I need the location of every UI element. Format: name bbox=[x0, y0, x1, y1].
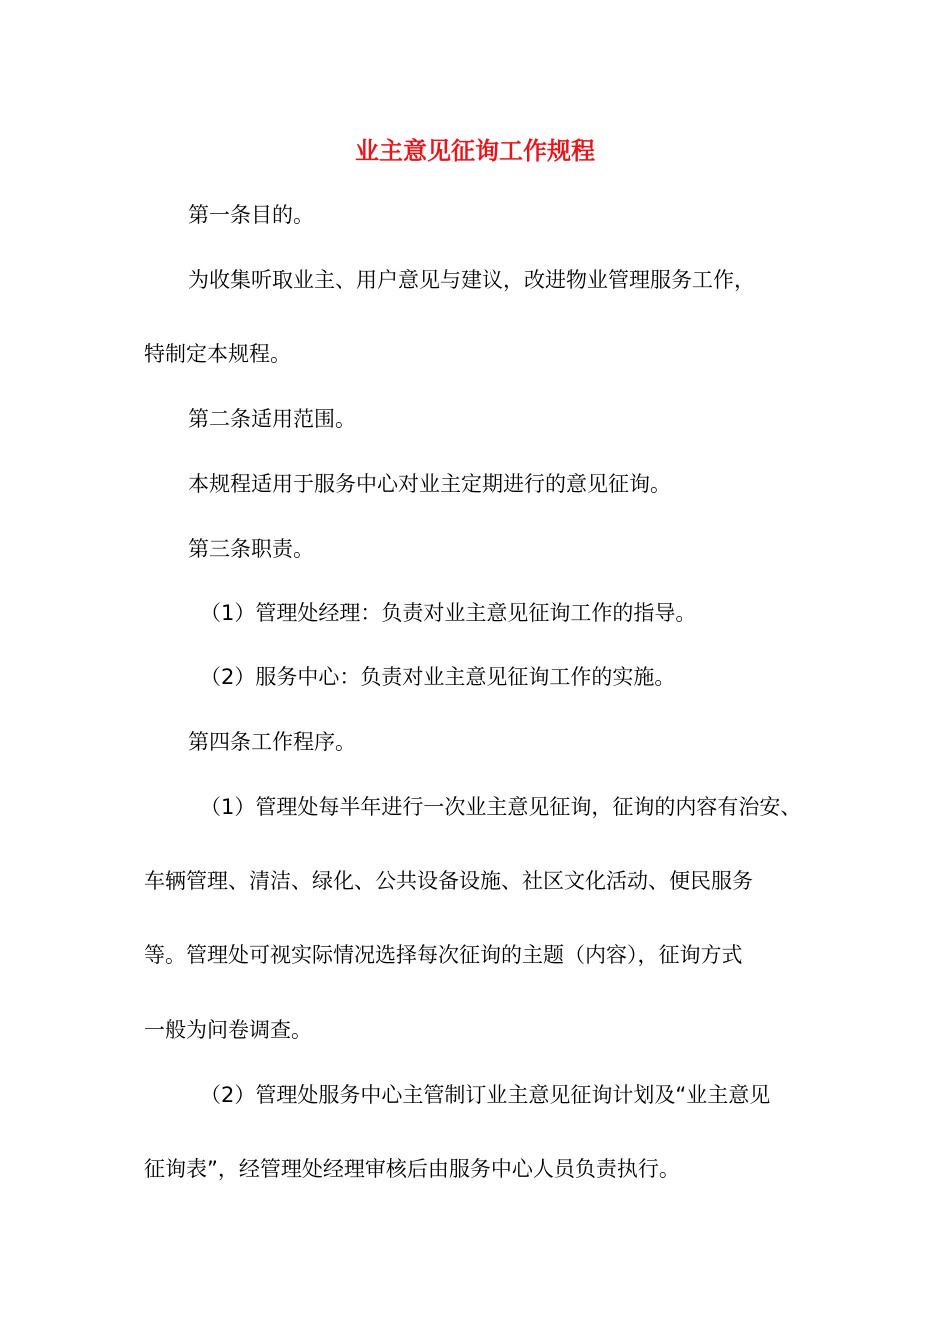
article-2-text: 本规程适用于服务中心对业主定期进行的意见征询。 bbox=[188, 472, 671, 496]
article-3-item-1: （1）管理处经理：负责对业主意见征询工作的指导。 bbox=[200, 601, 697, 625]
article-3-heading: 第三条职责。 bbox=[188, 537, 314, 561]
article-4-heading: 第四条工作程序。 bbox=[188, 730, 356, 754]
article-1-text-line-1: 为收集听取业主、用户意见与建议，改进物业管理服务工作， bbox=[188, 268, 755, 292]
article-4-item-1-line-4: 一般为问卷调查。 bbox=[144, 1018, 312, 1042]
article-4-item-1-line-3: 等。管理处可视实际情况选择每次征询的主题（内容），征询方式 bbox=[144, 943, 743, 967]
article-1-heading: 第一条目的。 bbox=[188, 203, 314, 227]
article-4-item-2-line-2: 征询表”，经管理处经理审核后由服务中心人员负责执行。 bbox=[144, 1157, 680, 1181]
article-4-item-2-line-1: （2）管理处服务中心主管制订业主意见征询计划及“业主意见 bbox=[200, 1083, 771, 1107]
article-1-text-line-2: 特制定本规程。 bbox=[144, 342, 291, 366]
article-2-heading: 第二条适用范围。 bbox=[188, 407, 356, 431]
article-4-item-1-line-2: 车辆管理、清洁、绿化、公共设备设施、社区文化活动、便民服务 bbox=[144, 869, 753, 893]
document-title: 业主意见征询工作规程 bbox=[355, 137, 595, 165]
article-4-item-1-line-1: （1）管理处每半年进行一次业主意见征询，征询的内容有治安、 bbox=[200, 795, 802, 819]
article-3-item-2: （2）服务中心：负责对业主意见征询工作的实施。 bbox=[200, 665, 676, 689]
